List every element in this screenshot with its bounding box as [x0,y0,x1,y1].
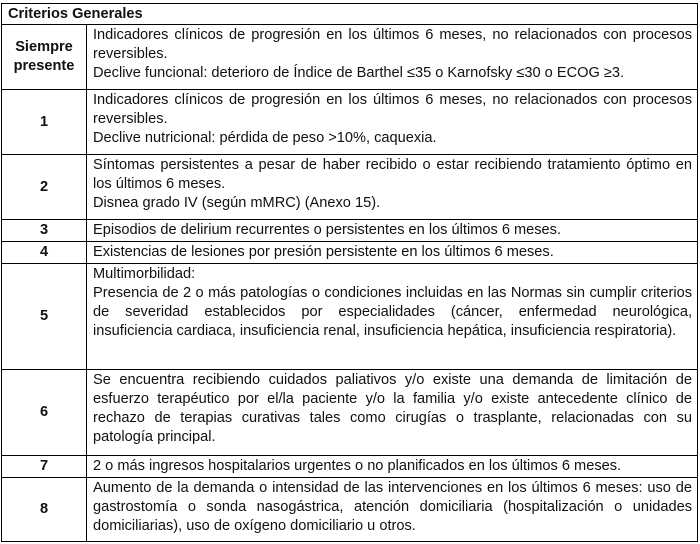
criterion-label: 8 [2,478,87,542]
criterion-description [87,220,698,242]
table-row [2,90,698,155]
table-title: Criterios Generales [2,4,698,25]
table-row [2,264,698,370]
criterion-label: 5 [2,264,87,370]
description-line: Indicadores clínicos de progresión en los últimos 6 meses, no relacionados con procesos reversibles. [93,27,692,62]
description-line: Disnea grado IV (según mMRC) (Anexo 15). [93,195,381,211]
criterion-description [87,264,698,370]
criterion-description [87,242,698,264]
description-line: Se encuentra recibiendo cuidados paliativos y/o existe una demanda de limitación de esfuerzo terapéutico por el/la paciente y/o la familia y/o existe antecedente clínico de rechazo de terapias curativas tales como cirugías o trasplante, relacionadas con su patología principal. [93,372,692,445]
description-line: Síntomas persistentes a pesar de haber recibido o estar recibiendo tratamiento óptimo en los últimos 6 meses. [93,157,692,192]
description-line: Declive nutricional: pérdida de peso >10%, caquexia. [93,130,437,146]
table-header-row [2,4,698,25]
description-line: Declive funcional: deterioro de Índice de Barthel ≤35 o Karnofsky ≤30 o ECOG ≥3. [93,65,625,81]
criterion-description [87,370,698,456]
criterion-label: 2 [2,155,87,220]
criterion-description [87,456,698,478]
table-row [2,220,698,242]
criterion-description [87,25,698,90]
criterion-label: 6 [2,370,87,456]
criterion-label: 1 [2,90,87,155]
criterion-label: Siempre presente [2,25,87,90]
criterion-description [87,478,698,542]
criterion-description [87,155,698,220]
criterion-label: 7 [2,456,87,478]
table-row [2,478,698,542]
description-line: Existencias de lesiones por presión persistente en los últimos 6 meses. [93,244,554,260]
description-line: Presencia de 2 o más patologías o condiciones incluidas en las Normas sin cumplir criterios de severidad establecidos por especialidades (cáncer, enfermedad neurológica, insuficiencia cardiaca, insuficiencia renal, insuficiencia hepática, insuficiencia respiratoria). [93,285,692,339]
description-line: Multimorbilidad: [93,266,196,282]
table-row [2,370,698,456]
criterion-label: 3 [2,220,87,242]
table-row [2,25,698,90]
description-line: Indicadores clínicos de progresión en los últimos 6 meses, no relacionados con procesos reversibles. [93,92,692,127]
table-row [2,242,698,264]
criterion-description [87,90,698,155]
criteria-table [1,3,698,542]
table-row [2,456,698,478]
description-line: 2 o más ingresos hospitalarios urgentes o no planificados en los últimos 6 meses. [93,458,622,474]
table-row [2,155,698,220]
criterion-label: 4 [2,242,87,264]
criteria-table-body [2,4,698,542]
description-line: Aumento de la demanda o intensidad de las intervenciones en los últimos 6 meses: uso de gastrostomía o sonda nasogástrica, atención domiciliaria (hospitalización o unidades domiciliarias), uso de oxígeno domiciliario u otros. [93,480,692,534]
description-line: Episodios de delirium recurrentes o persistentes en los últimos 6 meses. [93,222,562,238]
